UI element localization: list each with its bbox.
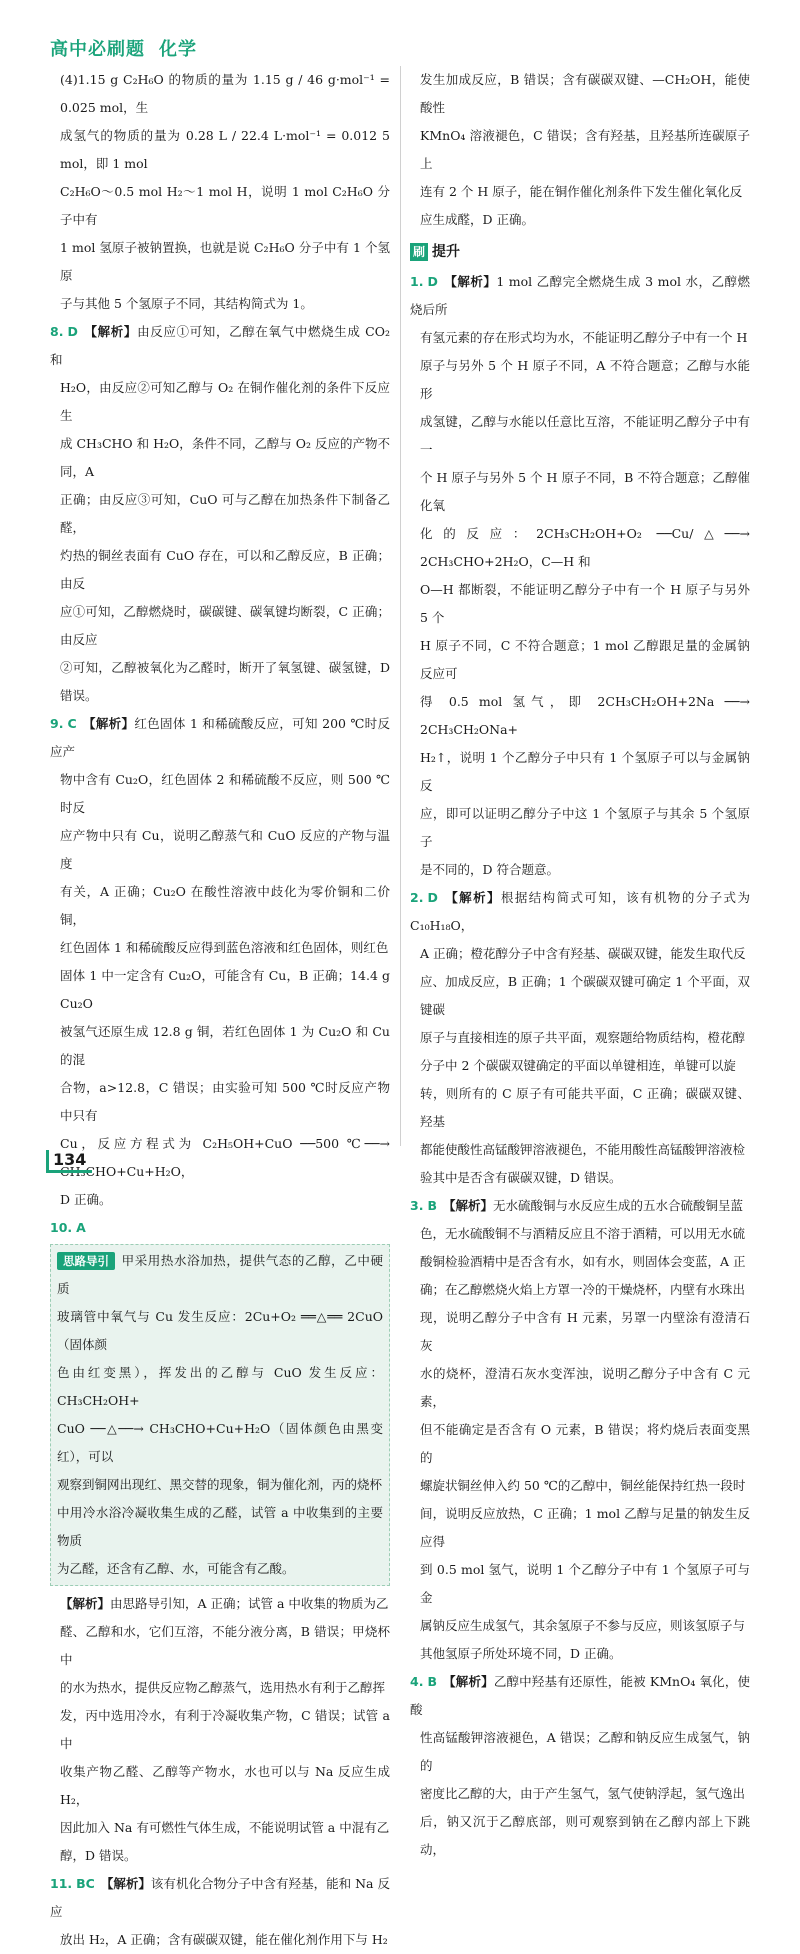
text-line: 成氢气的物质的量为 0.28 L / 22.4 L·mol⁻¹ = 0.012 5 mol，即 1 mol bbox=[60, 128, 390, 171]
text-line: 发生加成反应，B 错误；含有碳碳双键、—CH₂OH，能使酸性 bbox=[420, 72, 750, 115]
improve-question-2 bbox=[410, 884, 750, 1192]
text-line: 色由红变黑），挥发出的乙醇与 CuO 发生反应：CH₃CH₂OH+ bbox=[57, 1365, 383, 1408]
improve-question-3 bbox=[410, 1192, 750, 1668]
question-number: 1. bbox=[410, 274, 424, 289]
text-line: 应生成醛，D 正确。 bbox=[420, 212, 534, 227]
text-line: 因此加入 Na 有可燃性气体生成，不能说明试管 a 中混有乙 bbox=[60, 1820, 390, 1835]
question-11 bbox=[50, 1870, 390, 1954]
text-line: 现，说明乙醇分子中含有 H 元素，另罩一内壁涂有澄清石灰 bbox=[420, 1310, 750, 1353]
text-line: 色，无水硫酸铜不与酒精反应且不溶于酒精，可以用无水硫 bbox=[420, 1226, 746, 1241]
text-line: 应产物中只有 Cu，说明乙醇蒸气和 CuO 反应的产物与温度 bbox=[60, 828, 390, 871]
text-line: 应①可知，乙醇燃烧时，碳碳键、碳氧键均断裂，C 正确；由反应 bbox=[60, 604, 390, 647]
text-line: 有关，A 正确；Cu₂O 在酸性溶液中歧化为零价铜和二价铜， bbox=[60, 884, 390, 927]
text-line: O—H 都断裂，不能证明乙醇分子中有一个 H 原子与另外 5 个 bbox=[420, 582, 750, 625]
thinking-guide-badge: 思路导引 bbox=[57, 1252, 115, 1270]
text-line: 成 CH₃CHO 和 H₂O，条件不同，乙醇与 O₂ 反应的产物不同，A bbox=[60, 436, 390, 479]
text-line: 为乙醛，还含有乙醇、水，可能含有乙酸。 bbox=[57, 1561, 295, 1576]
text-line: 个 H 原子与另外 5 个 H 原子不同，B 不符合题意；乙醇催化氧 bbox=[420, 470, 750, 513]
text-line: (4)1.15 g C₂H₆O 的物质的量为 1.15 g / 46 g·mol⁻¹ = 0.025 mol，生 bbox=[60, 72, 390, 115]
text-line: 由思路导引知，A 正确；试管 a 中收集的物质为乙 bbox=[110, 1596, 389, 1611]
analysis-tag: 【解析】 bbox=[443, 274, 497, 289]
q7-part4 bbox=[50, 66, 390, 318]
text-line: 确；在乙醇燃烧火焰上方罩一冷的干燥烧杯，内壁有水珠出 bbox=[420, 1282, 746, 1297]
question-number: 4. bbox=[410, 1674, 424, 1689]
text-line: 放出 H₂，A 正确；含有碳碳双键，能在催化剂作用下与 H₂ bbox=[60, 1932, 388, 1947]
text-line: 物中含有 Cu₂O，红色固体 2 和稀硫酸不反应，则 500 ℃时反 bbox=[60, 772, 390, 815]
text-line: 水的烧杯，澄清石灰水变浑浊，说明乙醇分子中含有 C 元素， bbox=[420, 1366, 750, 1409]
text-line: 得 0.5 mol 氢气，即 2CH₃CH₂OH+2Na ──→ 2CH₃CH₂ONa+ bbox=[420, 694, 750, 737]
text-line: 收集产物乙醛、乙醇等产物水，水也可以与 Na 反应生成 H₂， bbox=[60, 1764, 390, 1807]
page-number: 134 bbox=[46, 1150, 92, 1173]
text-line: 属钠反应生成氢气，其余氢原子不参与反应，则该氢原子与 bbox=[420, 1618, 746, 1633]
column-divider bbox=[400, 66, 401, 1146]
answer-letter: C bbox=[67, 716, 77, 731]
question-9 bbox=[50, 710, 390, 1214]
text-line: 验其中是否含有碳碳双键，D 错误。 bbox=[420, 1170, 622, 1185]
text-line: 密度比乙醇的大，由于产生氢气，氢气使钠浮起，氢气逸出 bbox=[420, 1786, 746, 1801]
text-line: D 正确。 bbox=[60, 1192, 112, 1207]
answer-letter: B bbox=[427, 1198, 437, 1213]
text-line: 1 mol 氢原子被钠置换，也就是说 C₂H₆O 分子中有 1 个氢原 bbox=[60, 240, 390, 283]
question-number: 8. bbox=[50, 324, 64, 339]
text-line: 化的反应：2CH₃CH₂OH+O₂ ──Cu/△──→ 2CH₃CHO+2H₂O，C—H 和 bbox=[420, 526, 750, 569]
text-line: 1 mol 乙醇完全燃烧生成 3 mol 水，乙醇燃烧后所 bbox=[410, 274, 750, 317]
text-line: 中用冷水浴冷凝收集生成的乙醛，试管 a 中收集到的主要物质 bbox=[57, 1505, 383, 1548]
text-line: 灼热的铜丝表面有 CuO 存在，可以和乙醇反应，B 正确；由反 bbox=[60, 548, 390, 591]
text-line: 其他氢原子所处环境不同，D 正确。 bbox=[420, 1646, 622, 1661]
text-line: 成氢键，乙醇与水能以任意比互溶，不能证明乙醇分子中有一 bbox=[420, 414, 750, 457]
text-line: 酸铜检验酒精中是否含有水，如有水，则固体会变蓝，A 正 bbox=[420, 1254, 746, 1269]
text-line: 转，则所有的 C 原子有可能共平面，C 正确；碳碳双键、羟基 bbox=[420, 1086, 750, 1129]
text-line: 间，说明反应放热，C 正确；1 mol 乙醇与足量的钠发生反应得 bbox=[420, 1506, 750, 1549]
text-line: 发，丙中选用冷水，有利于冷凝收集产物，C 错误；试管 a 中 bbox=[60, 1708, 390, 1751]
text-line: 应、加成反应，B 正确；1 个碳碳双键可确定 1 个平面，双键碳 bbox=[420, 974, 750, 1017]
section-label: 提升 bbox=[432, 244, 460, 260]
question-number: 2. bbox=[410, 890, 424, 905]
text-line: 固体 1 中一定含有 Cu₂O，可能含有 Cu，B 正确；14.4 g Cu₂O bbox=[60, 968, 390, 1011]
text-line: 玻璃管中氧气与 Cu 发生反应：2Cu+O₂ ══△══ 2CuO（固体颜 bbox=[57, 1309, 383, 1352]
analysis-tag: 【解析】 bbox=[82, 716, 135, 731]
page-header bbox=[50, 36, 197, 64]
text-line: 都能使酸性高锰酸钾溶液褪色，不能用酸性高锰酸钾溶液检 bbox=[420, 1142, 746, 1157]
answer-letter: D bbox=[427, 890, 438, 905]
text-line: 被氢气还原生成 12.8 g 铜，若红色固体 1 为 Cu₂O 和 Cu 的混 bbox=[60, 1024, 390, 1067]
subject-label: 化学 bbox=[159, 39, 197, 60]
text-line: 由反应①可知，乙醇在氧气中燃烧生成 CO₂ 和 bbox=[50, 324, 390, 367]
improve-question-1 bbox=[410, 268, 750, 884]
analysis-tag: 【解析】 bbox=[442, 1198, 493, 1213]
question-number: 3. bbox=[410, 1198, 424, 1213]
text-line: KMnO₄ 溶液褪色，C 错误；含有羟基，且羟基所连碳原子上 bbox=[420, 128, 750, 171]
book-title: 高中必刷题 bbox=[50, 39, 145, 60]
text-line: 合物，a>12.8，C 错误；由实验可知 500 ℃时反应产物中只有 bbox=[60, 1080, 390, 1123]
text-line: 螺旋状铜丝伸入约 50 ℃的乙醇中，铜丝能保持红热一段时 bbox=[420, 1478, 746, 1493]
question-number: 9. bbox=[50, 716, 64, 731]
answer-letter: D bbox=[427, 274, 438, 289]
text-line: 性高锰酸钾溶液褪色，A 错误；乙醇和钠反应生成氢气，钠的 bbox=[420, 1730, 750, 1773]
text-line: 该有机化合物分子中含有羟基，能和 Na 反应 bbox=[50, 1876, 390, 1919]
analysis-tag: 【解析】 bbox=[443, 890, 501, 905]
analysis-tag: 【解析】 bbox=[100, 1876, 151, 1891]
section-heading-improve bbox=[410, 238, 750, 266]
text-line: CuO ──△──→ CH₃CHO+Cu+H₂O（固体颜色由黑变红），可以 bbox=[57, 1421, 383, 1464]
text-line: 后，钠又沉于乙醇底部，则可观察到钠在乙醇内部上下跳动， bbox=[420, 1814, 750, 1857]
answer-letter: B bbox=[427, 1674, 437, 1689]
text-line: H₂↑，说明 1 个乙醇分子中只有 1 个氢原子可以与金属钠反 bbox=[420, 750, 750, 793]
text-line: 正确；由反应③可知，CuO 可与乙醇在加热条件下制备乙醛， bbox=[60, 492, 390, 535]
text-line: 的水为热水，提供反应物乙醇蒸气，选用热水有利于乙醇挥 bbox=[60, 1680, 386, 1695]
right-column bbox=[410, 66, 750, 1864]
text-line: 醛、乙醇和水，它们互溶，不能分液分离，B 错误；甲烧杯中 bbox=[60, 1624, 390, 1667]
text-line: 乙醇中羟基有还原性，能被 KMnO₄ 氧化，使酸 bbox=[410, 1674, 750, 1717]
analysis-tag: 【解析】 bbox=[83, 324, 138, 339]
left-column bbox=[50, 66, 390, 1954]
text-line: A 正确；橙花醇分子中含有羟基、碳碳双键，能发生取代反 bbox=[420, 946, 746, 961]
text-line: 红色固体 1 和稀硫酸反应得到蓝色溶液和红色固体，则红色 bbox=[60, 940, 389, 955]
text-line: 甲采用热水浴加热，提供气态的乙醇，乙中硬质 bbox=[57, 1253, 383, 1296]
answer-letter: BC bbox=[76, 1876, 95, 1891]
question-8 bbox=[50, 318, 390, 710]
text-line: H 原子不同，C 不符合题意；1 mol 乙醇跟足量的金属钠反应可 bbox=[420, 638, 750, 681]
text-line: 原子与另外 5 个 H 原子不同，A 不符合题意；乙醇与水能形 bbox=[420, 358, 750, 401]
answer-letter: D bbox=[67, 324, 78, 339]
analysis-tag: 【解析】 bbox=[442, 1674, 494, 1689]
text-line: Cu，反应方程式为 C₂H₅OH+CuO ──500 ℃──→ CH₃CHO+Cu+H₂O， bbox=[60, 1136, 390, 1179]
improve-question-4 bbox=[410, 1668, 750, 1864]
section-mark: 刷 bbox=[410, 243, 428, 261]
question-10 bbox=[50, 1214, 390, 1870]
text-line: 但不能确定是否含有 O 元素，B 错误；将灼烧后表面变黑的 bbox=[420, 1422, 750, 1465]
question-number: 11. bbox=[50, 1876, 73, 1891]
text-line: H₂O，由反应②可知乙醇与 O₂ 在铜作催化剂的条件下反应生 bbox=[60, 380, 390, 423]
thinking-guide-box bbox=[50, 1244, 390, 1586]
text-line: ②可知，乙醇被氧化为乙醛时，断开了氧氢键、碳氢键，D 错误。 bbox=[60, 660, 390, 703]
answer-letter: A bbox=[76, 1220, 86, 1235]
analysis-tag: 【解析】 bbox=[60, 1596, 111, 1611]
text-line: 到 0.5 mol 氢气，说明 1 个乙醇分子中有 1 个氢原子可与金 bbox=[420, 1562, 750, 1605]
text-line: 原子与直接相连的原子共平面，观察题给物质结构，橙花醇 bbox=[420, 1030, 746, 1045]
question-11-continued bbox=[410, 66, 750, 234]
text-line: 观察到铜网出现红、黑交替的现象，铜为催化剂，丙的烧杯 bbox=[57, 1477, 383, 1492]
text-line: 分子中 2 个碳碳双键确定的平面以单键相连，单键可以旋 bbox=[420, 1058, 736, 1073]
text-line: C₂H₆O～0.5 mol H₂～1 mol H，说明 1 mol C₂H₆O 分子中有 bbox=[60, 184, 390, 227]
text-line: 无水硫酸铜与水反应生成的五水合硫酸铜呈蓝 bbox=[493, 1198, 744, 1213]
text-line: 连有 2 个 H 原子，能在铜作催化剂条件下发生催化氧化反 bbox=[420, 184, 743, 199]
text-line: 根据结构简式可知，该有机物的分子式为 C₁₀H₁₈O， bbox=[410, 890, 750, 933]
text-line: 应，即可以证明乙醇分子中这 1 个氢原子与其余 5 个氢原子 bbox=[420, 806, 750, 849]
text-line: 红色固体 1 和稀硫酸反应，可知 200 ℃时反应产 bbox=[50, 716, 390, 759]
text-line: 是不同的，D 符合题意。 bbox=[420, 862, 559, 877]
question-number: 10. bbox=[50, 1220, 73, 1235]
text-line: 有氢元素的存在形式均为水，不能证明乙醇分子中有一个 H bbox=[420, 330, 748, 345]
text-line: 子与其他 5 个氢原子不同，其结构简式为 1。 bbox=[60, 296, 313, 311]
text-line: 醇，D 错误。 bbox=[60, 1848, 137, 1863]
